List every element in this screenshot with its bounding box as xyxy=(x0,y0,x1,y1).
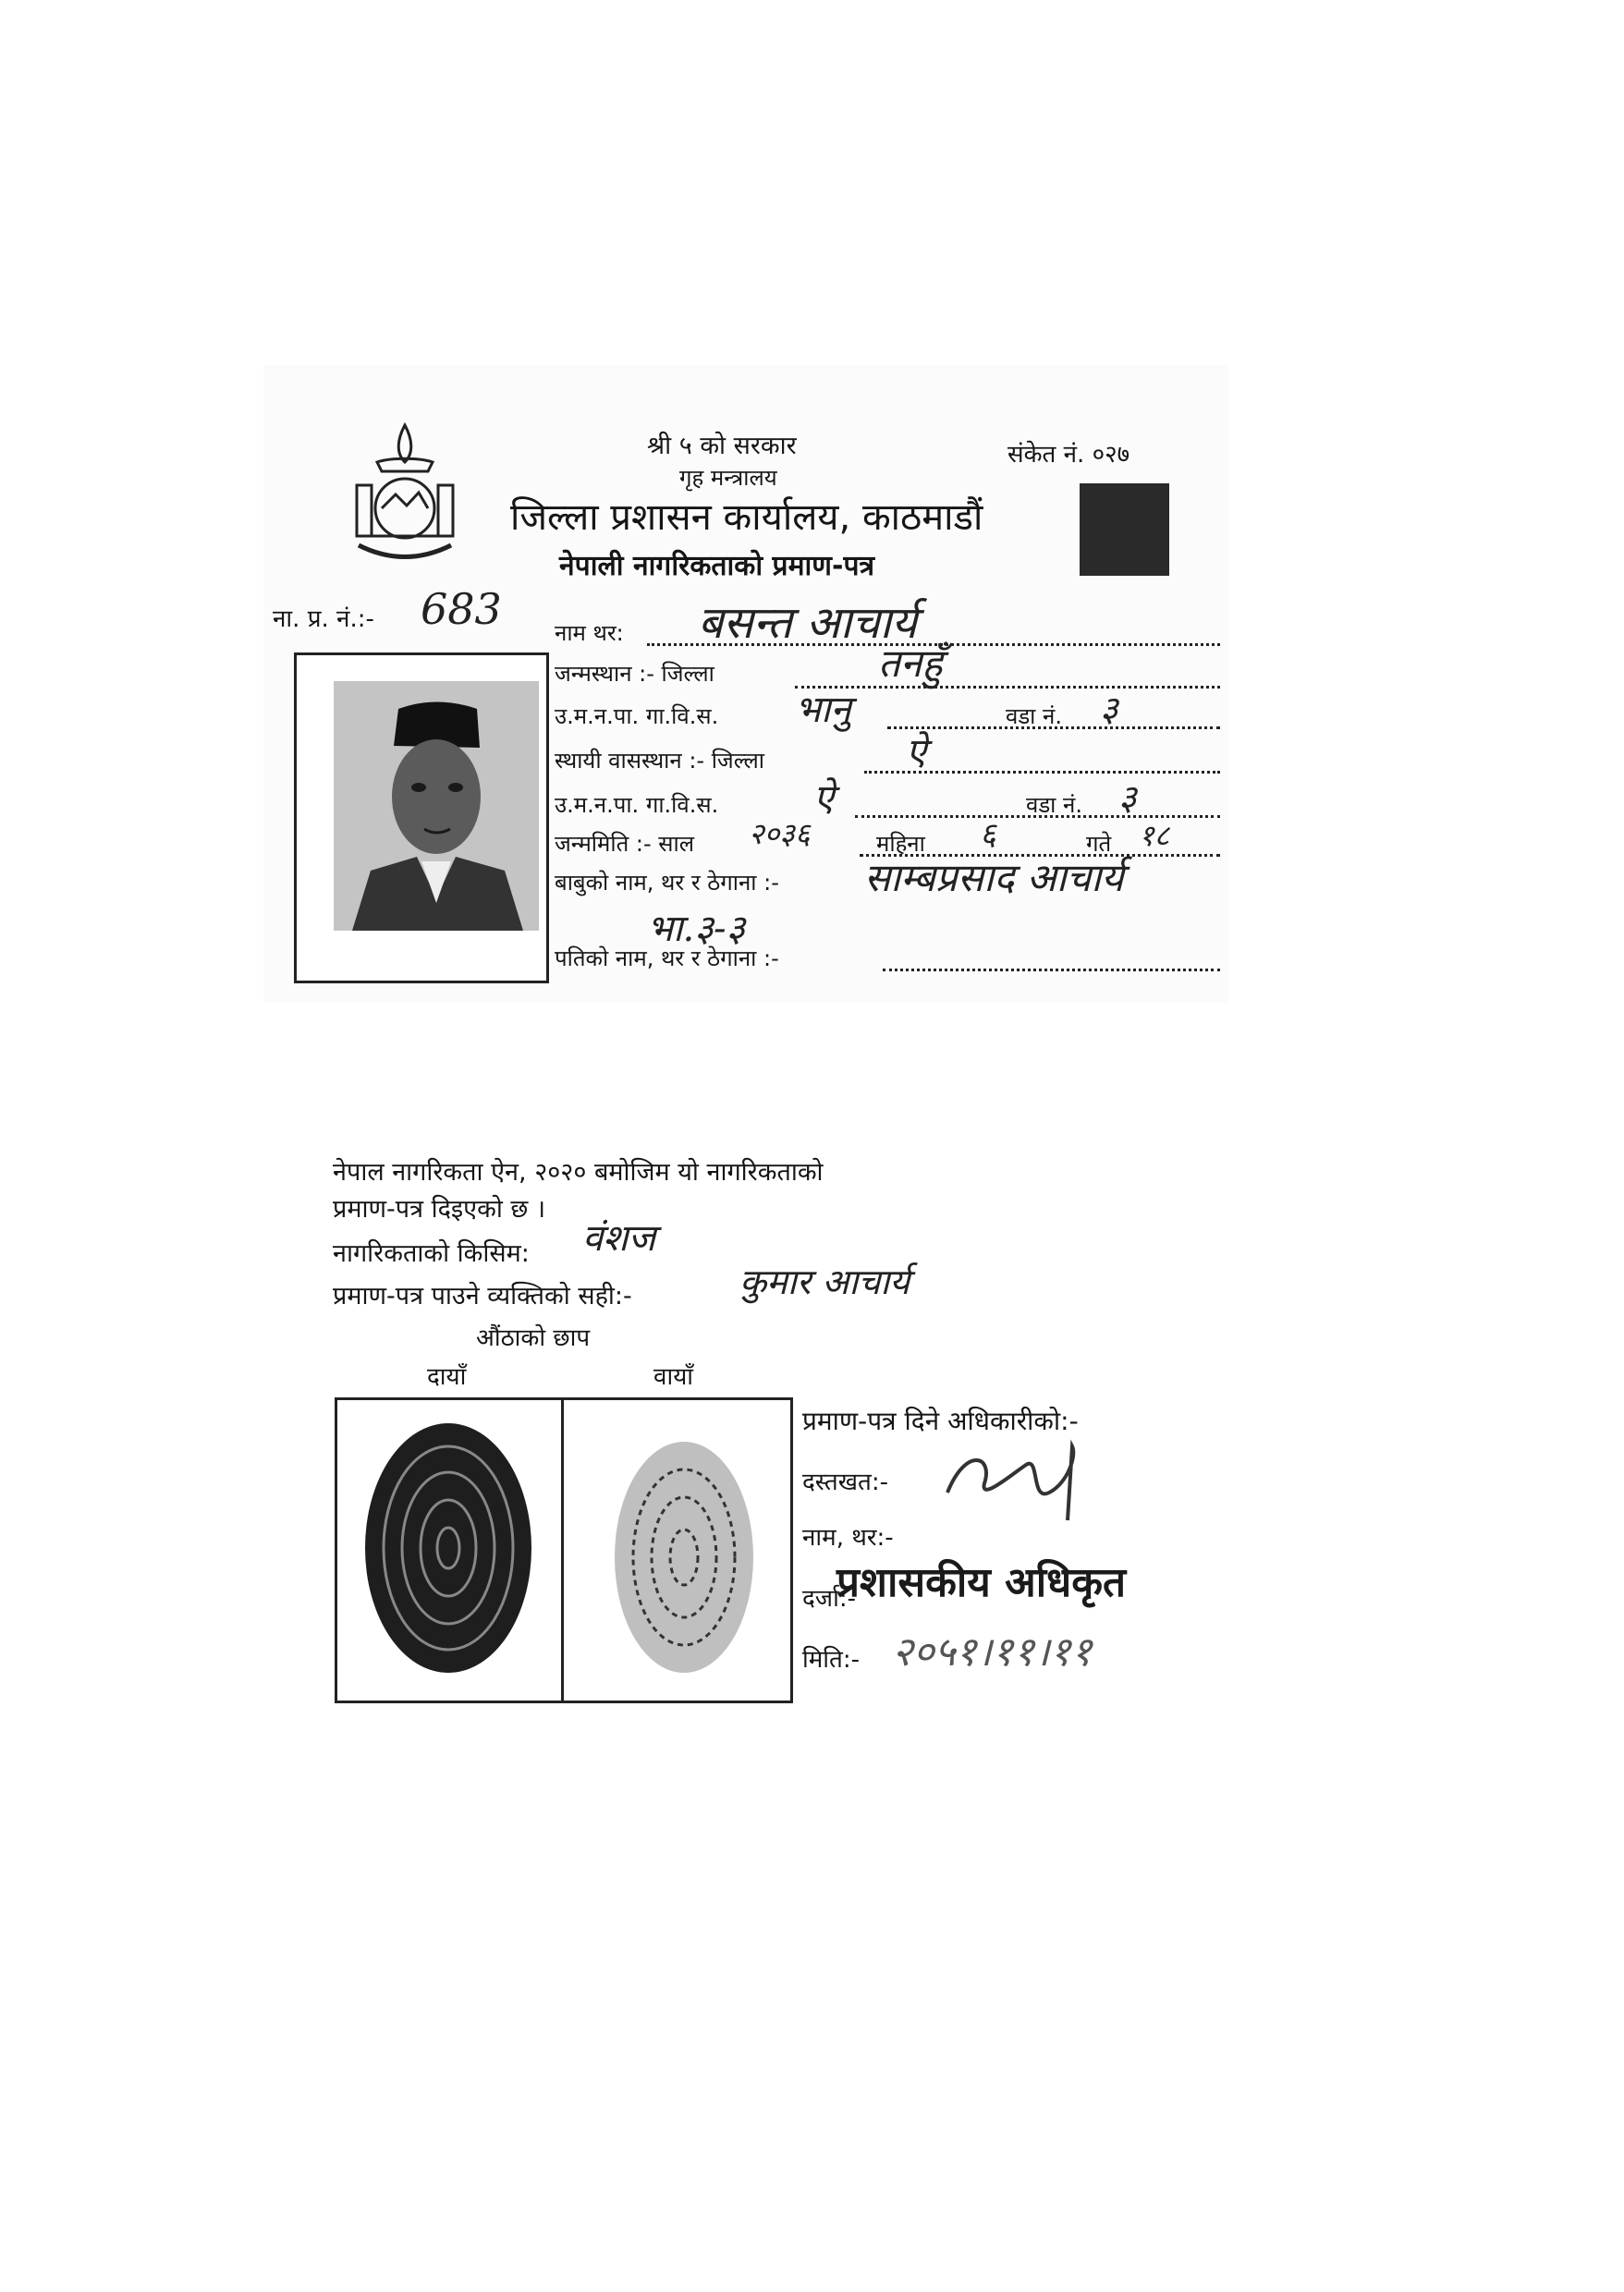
stamp-square xyxy=(1080,483,1169,576)
left-thumbprint xyxy=(564,1400,790,1701)
officer-heading: प्रमाण-पत्र दिने अधिकारीको:- xyxy=(802,1406,1079,1436)
left-thumb-label: वायाँ xyxy=(653,1363,694,1391)
certificate-title: नेपाली नागरिकताको प्रमाण-पत्र xyxy=(559,550,875,582)
code-label: संकेत नं. ०२७ xyxy=(1007,441,1130,469)
citizenship-type-label: नागरिकताको किसिम: xyxy=(333,1239,530,1268)
ward-label: वडा नं. xyxy=(1026,792,1082,818)
dotted-line xyxy=(864,771,1220,774)
field-label: उ.म.न.पा. गा.वि.स. xyxy=(555,792,719,818)
government-heading: श्री ५ को सरकार xyxy=(647,432,797,460)
field-label: उ.म.न.पा. गा.वि.स. xyxy=(555,703,719,729)
right-thumbprint xyxy=(337,1400,564,1701)
field-label: पतिको नाम, थर र ठेगाना :- xyxy=(555,945,779,971)
left-thumb-box xyxy=(561,1397,793,1703)
office-heading: जिल्ला प्रशासन कार्यालय, काठमाडौं xyxy=(510,496,983,539)
field-label: जन्मस्थान :- जिल्ला xyxy=(555,661,714,687)
field-value: भानु xyxy=(795,689,851,731)
ministry-heading: गृह मन्त्रालय xyxy=(679,465,777,491)
ward-label: वडा नं. xyxy=(1006,703,1062,729)
officer-date-label: मिति:- xyxy=(802,1646,860,1674)
officer-designation-label: दर्जा:- xyxy=(802,1585,856,1613)
dotted-line xyxy=(795,686,1220,689)
officer-name-label: नाम, थर:- xyxy=(802,1524,894,1552)
field-value: साम्बप्रसाद आचार्य xyxy=(864,855,1124,900)
field-value: ऐ xyxy=(813,777,835,820)
field-label: जन्ममिति :- साल xyxy=(555,831,694,857)
right-thumb-box xyxy=(335,1397,567,1703)
holder-photo xyxy=(334,681,539,931)
declaration-line-2: प्रमाण-पत्र दिइएको छ । xyxy=(333,1195,546,1224)
officer-signature-label: दस्तखत:- xyxy=(802,1469,888,1496)
dotted-line xyxy=(887,726,1220,729)
right-thumb-label: दायाँ xyxy=(427,1363,467,1391)
national-emblem xyxy=(340,421,470,568)
thumbprint-heading: औंठाको छाप xyxy=(476,1324,591,1352)
month-value: ६ xyxy=(980,816,996,853)
field-value: तनहुँ xyxy=(878,640,943,686)
field-value-address: भा.३-३ xyxy=(647,908,746,950)
declaration-line-1: नेपाल नागरिकता ऐन, २०२० बमोजिम यो नागरिकताको xyxy=(333,1158,824,1187)
holder-signature-label: प्रमाण-पत्र पाउने व्यक्तिको सही:- xyxy=(333,1282,632,1311)
field-value: बसन्त आचार्य xyxy=(698,597,918,649)
holder-signature: कुमार आचार्य xyxy=(739,1262,910,1302)
ward-value: ३ xyxy=(1118,777,1137,818)
ward-value: ३ xyxy=(1100,689,1118,729)
officer-date-value: २०५१।११।११ xyxy=(892,1628,1093,1676)
year-value: २०३६ xyxy=(749,816,811,851)
field-value: ऐ xyxy=(906,731,927,774)
officer-signature xyxy=(938,1437,1095,1525)
certificate-number-value: 683 xyxy=(421,584,502,634)
field-label: नाम थर: xyxy=(555,620,624,646)
dotted-line xyxy=(883,969,1220,971)
month-label: महिना xyxy=(876,831,925,857)
officer-designation-stamp: प्रशासकीय अधिकृत xyxy=(836,1559,1127,1606)
day-value: १८ xyxy=(1139,818,1170,853)
certificate-number-label: ना. प्र. नं.:- xyxy=(273,605,374,633)
citizenship-type-value: वंशज xyxy=(582,1217,656,1260)
photo-frame xyxy=(294,652,549,983)
field-label: स्थायी वासस्थान :- जिल्ला xyxy=(555,748,765,774)
day-label: गते xyxy=(1086,831,1112,857)
field-label: बाबुको नाम, थर र ठेगाना :- xyxy=(555,870,779,896)
